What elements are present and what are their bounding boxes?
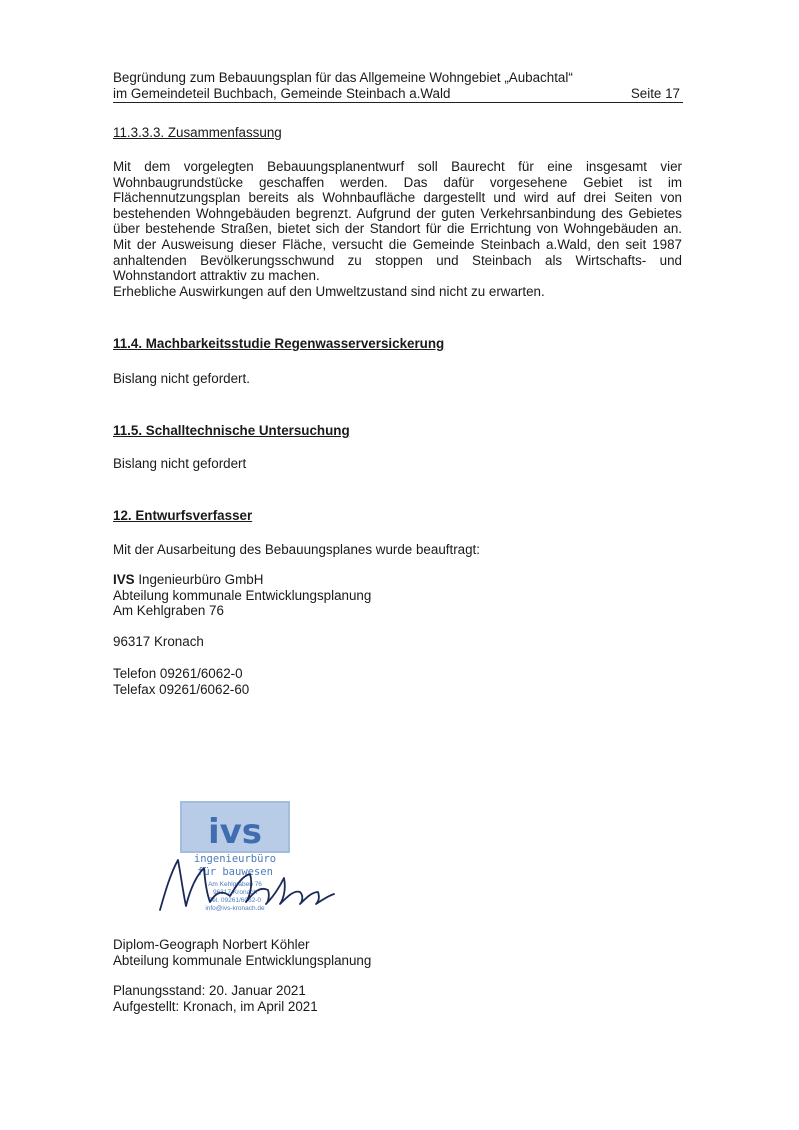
summary-line: Wohnbaugrundstücke geschaffen werden. Das dafür vorgesehene Gebiet ist im: [113, 174, 682, 190]
heading-11-5: 11.5. Schalltechnische Untersuchung: [113, 423, 350, 438]
signatory-block: [113, 937, 371, 968]
summary-line: anhaltenden Bevölkerungsschwund zu stoppen und Steinbach als Wirtschafts- und: [113, 252, 682, 268]
summary-line: Erhebliche Auswirkungen auf den Umweltzustand sind nicht zu erwarten.: [113, 283, 545, 299]
header-title-line2: im Gemeindeteil Buchbach, Gemeinde Steinbach a.Wald: [113, 85, 451, 101]
stamp-line6: info@ivs-kronach.de: [205, 905, 265, 912]
text-11-4: Bislang nicht gefordert.: [113, 371, 250, 386]
stamp-line1: ingenieurbüro: [193, 853, 277, 865]
text-12-intro: Mit der Ausarbeitung des Bebauungsplanes wurde beauftragt:: [113, 542, 480, 557]
company-name-bold: IVS: [113, 572, 135, 587]
company-city: 96317 Kronach: [113, 634, 204, 649]
heading-11-3-3-3: [113, 125, 282, 141]
heading-11-3-3-3-text: 11.3.3.3. Zusammenfassung: [113, 125, 282, 140]
header-title-line1: Begründung zum Bebauungsplan für das Allgemeine Wohngebiet „Aubachtal“: [113, 70, 573, 85]
planning-status: Planungsstand: 20. Januar 2021: [113, 983, 306, 998]
stamp-line3: Am Kehlgraben 76: [208, 881, 262, 888]
company-contact: [113, 666, 249, 697]
summary-line: Mit dem vorgelegten Bebauungsplanentwurf soll Baurecht für eine insgesamt vier: [113, 159, 682, 174]
summary-line: Flächennutzungsplan bereits als Wohnbaufläche dargestellt und wird auf drei Seiten von: [113, 190, 682, 206]
header-rule: [113, 102, 683, 103]
page-header: [113, 70, 683, 101]
stamp-logo-text: ivs: [207, 812, 263, 852]
company-address: [113, 572, 371, 619]
signatory-department: Abteilung kommunale Entwicklungsplanung: [113, 952, 372, 968]
summary-line: über bestehende Straßen, bietet sich der Standort für die Errichtung von Wohngebäuden an.: [113, 221, 682, 237]
heading-11-4: 11.4. Machbarkeitsstudie Regenwasserversickerung: [113, 336, 445, 351]
company-phone: Telefon 09261/6062-0: [113, 666, 243, 681]
company-fax: Telefax 09261/6062-60: [113, 681, 250, 697]
company-department: Abteilung kommunale Entwicklungsplanung: [113, 587, 372, 603]
handwritten-signature: [150, 846, 340, 916]
signature-stroke: [160, 860, 334, 910]
prepared-date: Aufgestellt: Kronach, im April 2021: [113, 998, 318, 1014]
stamp-line2: für bauwesen: [197, 866, 273, 878]
summary-line: Mit der Ausweisung dieser Fläche, versucht die Gemeinde Steinbach a.Wald, den seit 1987: [113, 236, 682, 252]
page-number: Seite 17: [630, 85, 680, 101]
heading-12: 12. Entwurfsverfasser: [113, 508, 253, 523]
company-street: Am Kehlgraben 76: [113, 603, 224, 619]
document-footer: [113, 983, 318, 1014]
signatory-name: Diplom-Geograph Norbert Köhler: [113, 937, 310, 952]
summary-line: bestehenden Wohngebäuden begrenzt. Aufgrund der guten Verkehrsanbindung des Gebietes: [113, 205, 682, 221]
summary-paragraph: [113, 159, 682, 299]
stamp-line5: Tel. 09261/6062-0: [208, 897, 262, 904]
company-name: [113, 572, 371, 588]
summary-line: Wohnstandort attraktiv zu machen.: [113, 268, 320, 284]
stamp-line4: 96317 Kronach: [212, 889, 258, 896]
company-name-rest: Ingenieurbüro GmbH: [134, 572, 264, 587]
text-11-5: Bislang nicht gefordert: [113, 456, 247, 471]
